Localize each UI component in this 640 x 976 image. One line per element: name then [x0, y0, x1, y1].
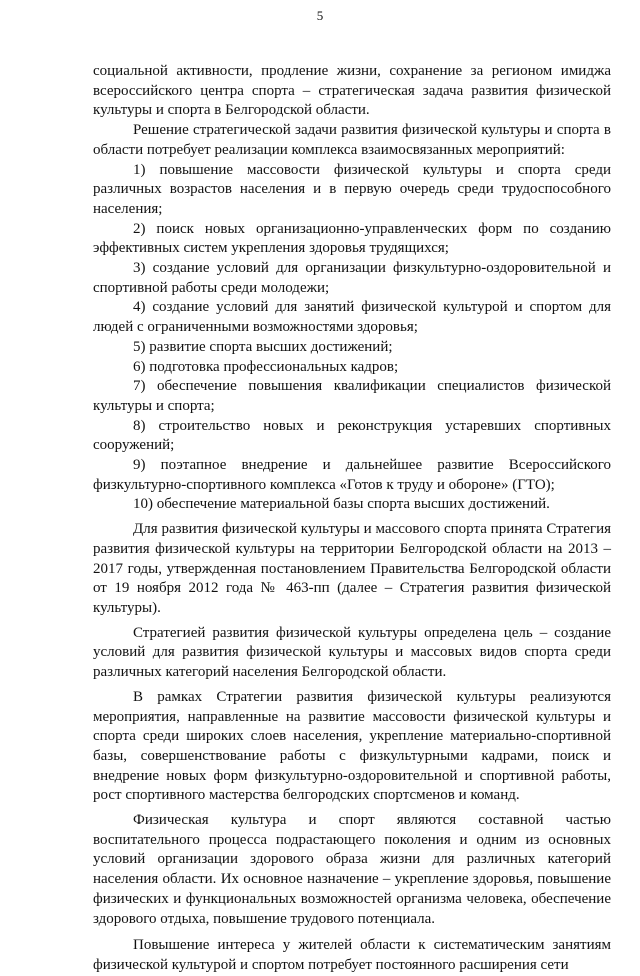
list-item: 5) развитие спорта высших достижений;: [133, 338, 393, 355]
paragraph: Для развития физической культуры и массового спорта принята Стратегия развития физической культуры на территории Белгородской области на 2013 – 2017 годы, утвержденная постановлением Правительства Белгородской области от 19 ноября 2012 года № 463-пп (далее – Стратегия развития физической культуры).: [93, 521, 611, 616]
paragraph: Физическая культура и спорт являются составной частью воспитательного процесса подрастающего поколения и одним из основных условий организации здорового образа жизни для различных категорий населения области. Их основное назначение – укрепление здоровья, повышение физических и функциональных возможностей организма человека, обеспечение здорового отдыха, повышение трудового потенциала.: [93, 812, 611, 927]
paragraph: Повышение интереса у жителей области к систематическим занятиям физической культурой и спортом потребует постоянного расширения сети: [93, 937, 611, 973]
list-item: 1) повышение массовости физической культуры и спорта среди различных возрастов населения и в первую очередь среди трудоспособного населения;: [93, 161, 611, 217]
paragraph: В рамках Стратегии развития физической культуры реализуются мероприятия, направленные на развитие массовости физической культуры и спорта среди широких слоев населения, укрепление материально-спортивной базы, совершенствование работы с физкультурными кадрами, поиск и внедрение новых форм физкультурно-оздоровительной и спортивной работы, рост спортивного мастерства белгородских спортсменов и команд.: [93, 688, 611, 804]
page-number: 5: [316, 8, 324, 23]
list-item: 7) обеспечение повышения квалификации специалистов физической культуры и спорта;: [93, 378, 611, 414]
list-item: 4) создание условий для занятий физической культурой и спортом для людей с ограниченными возможностями здоровья;: [93, 299, 611, 336]
paragraph: Решение стратегической задачи развития физической культуры и спорта в области потребует реализации комплекса взаимосвязанных мероприятий:: [93, 122, 611, 158]
document-body: [93, 62, 611, 976]
list-item: 3) создание условий для организации физкультурно-оздоровительной и спортивной работы среди молодежи;: [93, 260, 611, 296]
list-item: 8) строительство новых и реконструкция устаревших спортивных сооружений;: [93, 417, 611, 454]
paragraph: социальной активности, продление жизни, сохранение за регионом имиджа всероссийского центра спорта – стратегическая задача развития физической культуры и спорта в Белгородской области.: [93, 63, 611, 119]
list-item: 10) обеспечение материальной базы спорта высших достижений.: [133, 496, 550, 513]
paragraph: Стратегией развития физической культуры определена цель – создание условий для развития физической культуры и массовых видов спорта среди различных категорий населения Белгородской области.: [93, 624, 611, 681]
list-item: 9) поэтапное внедрение и дальнейшее развитие Всероссийского физкультурно-спортивного комплекса «Готов к труду и обороне» (ГТО);: [93, 457, 611, 493]
list-item: 2) поиск новых организационно-управленческих форм по созданию эффективных систем укрепления здоровья трудящихся;: [93, 220, 611, 257]
list-item: 6) подготовка профессиональных кадров;: [133, 358, 399, 375]
